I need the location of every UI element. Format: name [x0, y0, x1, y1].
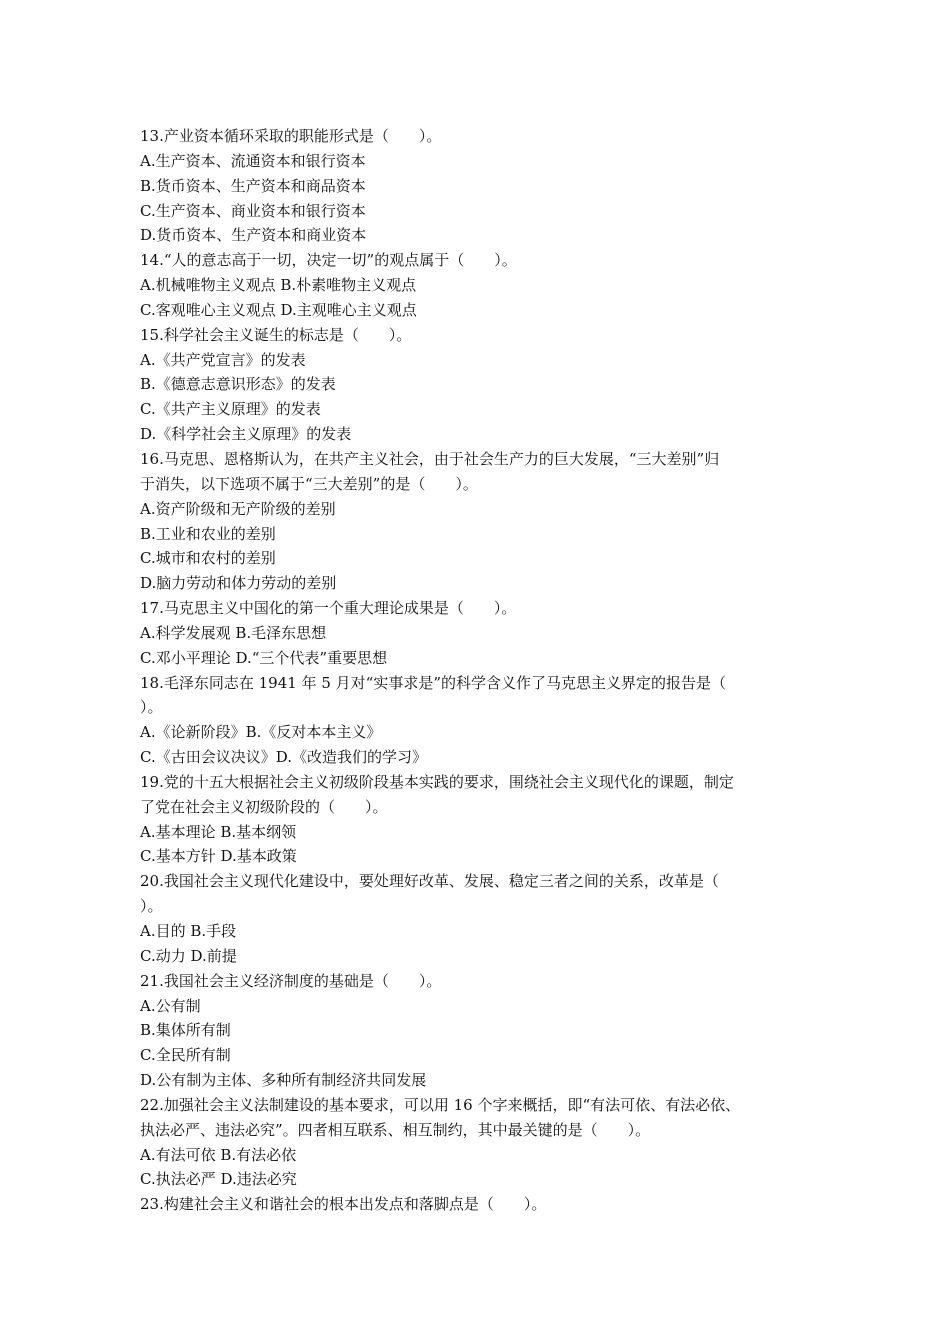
- question-22-options-ab: A.有法可依 B.有法必依: [140, 1145, 297, 1164]
- question-16-option-d: D.脑力劳动和体力劳动的差别: [140, 574, 337, 593]
- question-19-stem-line-2: 了党在社会主义初级阶段的（ ）。: [140, 797, 388, 816]
- question-13-stem: 13.产业资本循环采取的职能形式是（ ）。: [140, 127, 442, 145]
- question-16-option-c: C.城市和农村的差别: [140, 549, 276, 568]
- question-17-stem: 17.马克思主义中国化的第一个重大理论成果是（ ）。: [140, 599, 517, 618]
- question-20-options-ab: A.目的 B.手段: [140, 922, 237, 940]
- question-14-stem: 14.“人的意志高于一切，决定一切”的观点属于（ ）。: [140, 251, 517, 270]
- question-21-option-a: A.公有制: [140, 996, 201, 1015]
- question-14-options-cd: C.客观唯心主义观点 D.主观唯心主义观点: [140, 300, 417, 319]
- question-15-option-c: C.《共产主义原理》的发表: [140, 400, 321, 419]
- question-16-stem-line-1: 16.马克思、恩格斯认为，在共产主义社会，由于社会生产力的巨大发展，“三大差别”归: [140, 449, 720, 468]
- question-22-stem-line-1: 22.加强社会主义法制建设的基本要求，可以用 16 个字来概括，即“有法可依、有法必依、: [140, 1095, 741, 1114]
- question-16-option-b: B.工业和农业的差别: [140, 524, 276, 543]
- question-21-option-d: D.公有制为主体、多种所有制经济共同发展: [140, 1071, 427, 1090]
- question-19-options-ab: A.基本理论 B.基本纲领: [140, 822, 297, 841]
- question-21-stem: 21.我国社会主义经济制度的基础是（ ）。: [140, 971, 442, 990]
- question-22-options-cd: C.执法必严 D.违法必究: [140, 1170, 297, 1189]
- question-13-option-c: C.生产资本、商业资本和银行资本: [140, 201, 366, 220]
- question-13-option-b: B.货币资本、生产资本和商品资本: [140, 176, 366, 195]
- question-15-option-a: A.《共产党宣言》的发表: [140, 350, 306, 369]
- question-21-option-b: B.集体所有制: [140, 1021, 231, 1040]
- question-16-option-a: A.资产阶级和无产阶级的差别: [140, 499, 336, 518]
- question-20-stem-line-2: ）。: [140, 897, 163, 916]
- question-15-option-b: B.《德意志意识形态》的发表: [140, 375, 336, 394]
- question-list: [140, 124, 820, 1217]
- question-15-option-d: D.《科学社会主义原理》的发表: [140, 425, 352, 444]
- question-15-stem: 15.科学社会主义诞生的标志是（ ）。: [140, 325, 412, 344]
- question-17-options-cd: C.邓小平理论 D.“三个代表”重要思想: [140, 648, 388, 667]
- question-22-stem-line-2: 执法必严、违法必究”。四者相互联系、相互制约，其中最关键的是（ ）。: [140, 1120, 651, 1139]
- question-18-stem-line-2: ）。: [140, 698, 163, 717]
- question-14-options-ab: A.机械唯物主义观点 B.朴素唯物主义观点: [140, 276, 417, 295]
- question-16-stem-line-2: 于消失，以下选项不属于“三大差别”的是（ ）。: [140, 474, 478, 493]
- question-23-stem: 23.构建社会主义和谐社会的根本出发点和落脚点是（ ）。: [140, 1195, 547, 1214]
- question-20-stem-line-1: 20.我国社会主义现代化建设中，要处理好改革、发展、稳定三者之间的关系，改革是（: [140, 872, 719, 891]
- question-18-options-cd: C.《古田会议决议》D.《改造我们的学习》: [140, 748, 427, 767]
- question-13-option-d: D.货币资本、生产资本和商业资本: [140, 226, 367, 245]
- question-17-options-ab: A.科学发展观 B.毛泽东思想: [140, 623, 327, 642]
- question-21-option-c: C.全民所有制: [140, 1046, 231, 1065]
- question-19-stem-line-1: 19.党的十五大根据社会主义初级阶段基本实践的要求，围绕社会主义现代化的课题，制定: [140, 772, 734, 791]
- question-19-options-cd: C.基本方针 D.基本政策: [140, 847, 297, 866]
- question-13-option-a: A.生产资本、流通资本和银行资本: [140, 151, 366, 170]
- question-18-options-ab: A.《论新阶段》B.《反对本本主义》: [140, 723, 382, 742]
- question-20-options-cd: C.动力 D.前提: [140, 946, 237, 965]
- question-18-stem-line-1: 18.毛泽东同志在 1941 年 5 月对“实事求是”的科学含义作了马克思主义界定的报告是（: [140, 673, 726, 692]
